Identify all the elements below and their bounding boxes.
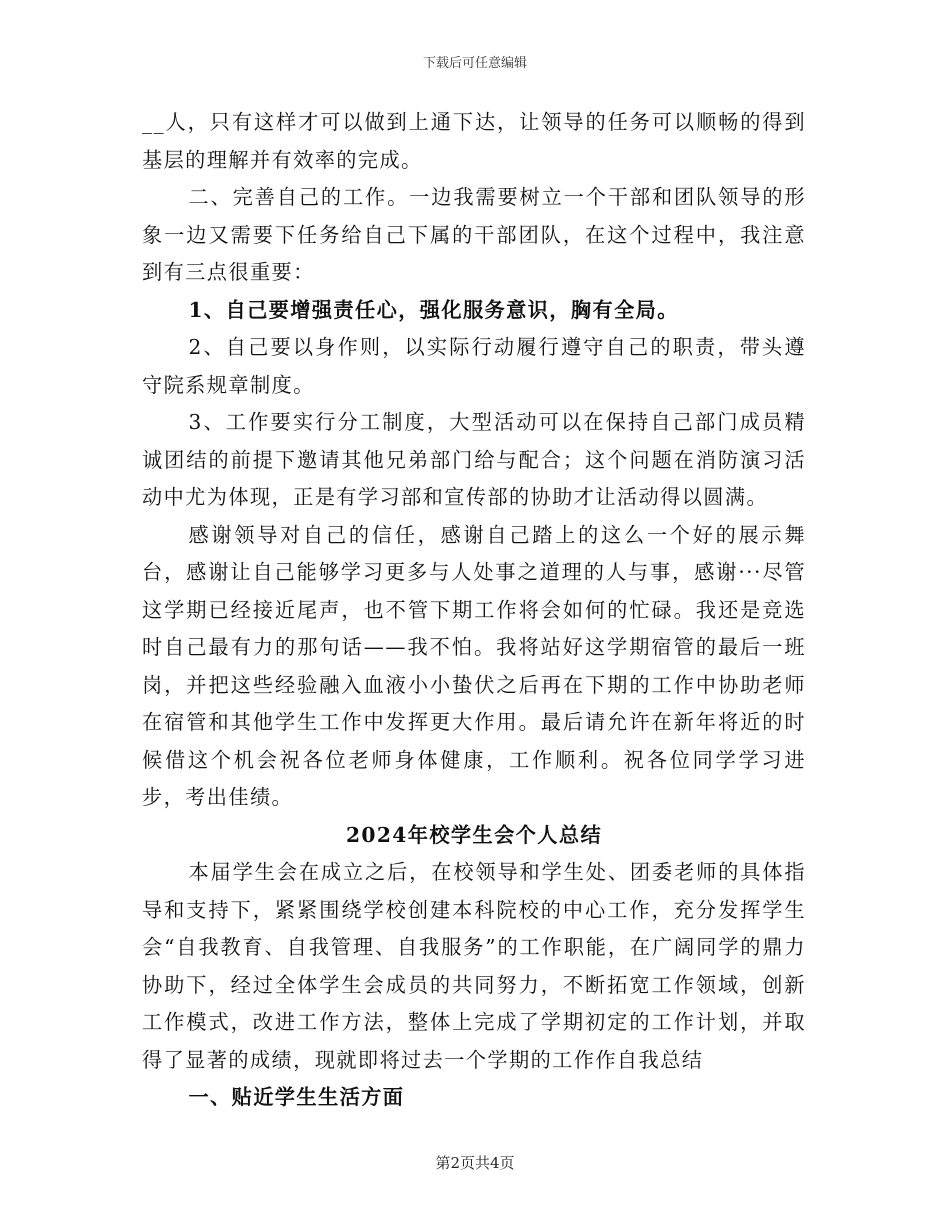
- paragraph-point-two: 2、自己要以身作则，以实际行动履行遵守自己的职责，带头遵守院系规章制度。: [142, 335, 806, 397]
- page-header-note: 下载后可任意编辑: [422, 56, 527, 71]
- paragraph-point-three: 3、工作要实行分工制度，大型活动可以在保持自己部门成员精诚团结的前提下邀请其他兄弟部门给与配合；这个问题在消防演习活动中尤为体现，正是有学习部和宣传部的协助才让活动得以圆满。: [142, 410, 806, 509]
- paragraph-continuation: __人，只有这样才可以做到上通下达，让领导的任务可以顺畅的得到基层的理解并有效率的完成。: [142, 110, 806, 172]
- document-body: [142, 104, 806, 1117]
- section-heading-student-life: 一、贴近学生生活方面: [188, 1085, 405, 1109]
- page-number: 第2页共4页: [435, 1154, 515, 1172]
- document-title: 2024年校学生会个人总结: [345, 822, 603, 847]
- paragraph-thanks: 感谢领导对自己的信任，感谢自己踏上的这么一个好的展示舞台，感谢让自己能够学习更多与人处事之道理的人与事，感谢···尽管这学期已经接近尾声，也不管下期工作将会如何的忙碌。我还是竞选时自己最有力的那句话——我不怕。我将站好这学期宿管的最后一班岗，并把这些经验融入血液小小蛰伏之后再在下期的工作中协助老师在宿管和其他学生工作中发挥更大作用。最后请允许在新年将近的时候借这个机会祝各位老师身体健康，工作顺利。祝各位同学学习进步，考出佳绩。: [142, 522, 806, 809]
- paragraph-summary-intro: 本届学生会在成立之后，在校领导和学生处、团委老师的具体指导和支持下，紧紧围绕学校创建本科院校的中心工作，充分发挥学生会“自我教育、自我管理、自我服务”的工作职能，在广阔同学的鼎力协助下，经过全体学生会成员的共同努力，不断拓宽工作领域，创新工作模式，改进工作方法，整体上完成了学期初定的工作计划，并取得了显著的成绩，现就即将过去一个学期的工作作自我总结: [142, 860, 806, 1072]
- paragraph-section-two: 二、完善自己的工作。一边我需要树立一个干部和团队领导的形象一边又需要下任务给自己下属的干部团队，在这个过程中，我注意到有三点很重要：: [142, 185, 806, 284]
- paragraph-point-one: 1、自己要增强责任心，强化服务意识，胸有全局。: [188, 297, 679, 322]
